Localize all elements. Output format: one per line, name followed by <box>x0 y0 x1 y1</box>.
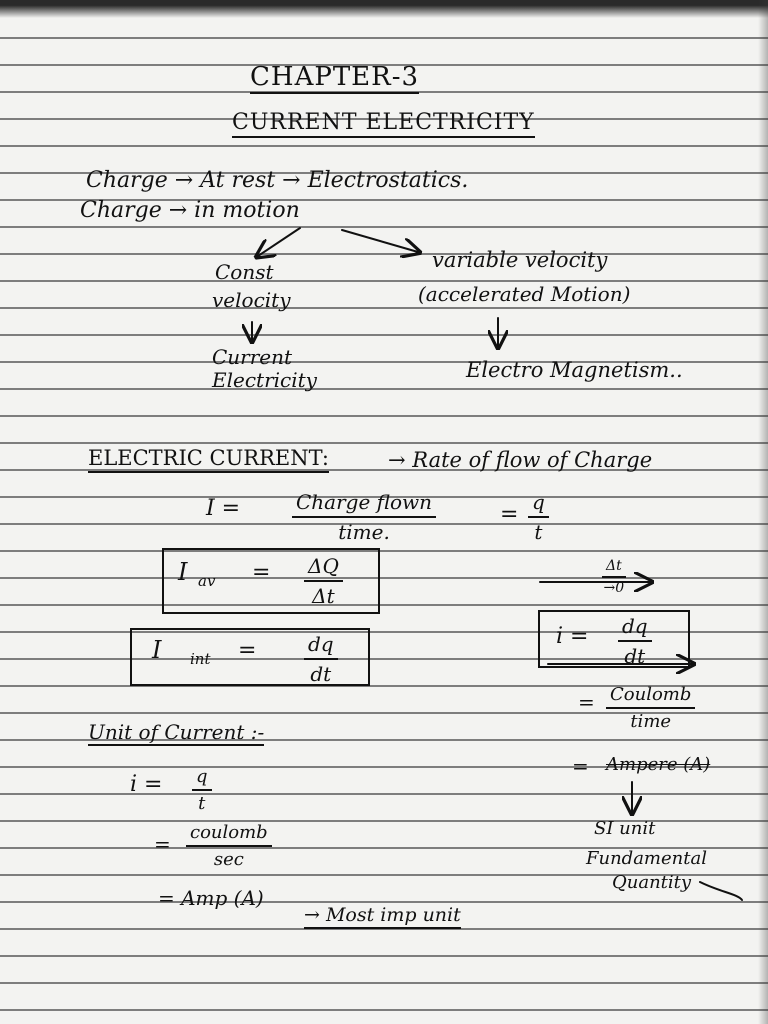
arrow-to-variable-velocity <box>342 230 418 252</box>
coulomb-numerator: Coulomb <box>606 684 695 709</box>
average-current-numerator: ΔQ <box>304 554 343 582</box>
right-box-denominator: dt <box>624 644 646 668</box>
intro-line-2: Charge → in motion <box>80 198 300 223</box>
result-left-line-2: Electricity <box>212 368 317 392</box>
si-unit-label: SI unit <box>594 818 656 839</box>
topic-title: CURRENT ELECTRICITY <box>232 112 535 138</box>
quantity-brace <box>700 882 742 900</box>
coulomb-denominator: time <box>630 711 672 732</box>
instantaneous-current-lhs: I <box>152 636 162 664</box>
chapter-title: CHAPTER-3 <box>250 62 420 92</box>
formula-denominator: time. <box>338 520 390 544</box>
branch-left-line-2: velocity <box>212 288 291 312</box>
ampere-unit: Ampere (A) <box>606 754 711 775</box>
formula-numerator: Charge flown <box>292 490 436 518</box>
quantity-label: Quantity <box>612 872 692 893</box>
formula-equals: = <box>500 502 519 527</box>
unit-eq1-numerator: q <box>192 766 212 791</box>
electric-current-heading: ELECTRIC CURRENT: <box>88 448 329 473</box>
instantaneous-current-denominator: dt <box>310 662 332 686</box>
instantaneous-current-equals: = <box>238 638 257 663</box>
instantaneous-current-numerator: dq <box>304 632 338 660</box>
unit-eq1-lhs: i = <box>130 772 163 797</box>
average-current-subscript: av <box>198 572 216 590</box>
average-current-lhs: I <box>178 558 188 586</box>
coulomb-equals: = <box>578 690 595 714</box>
right-box-numerator: dq <box>618 614 652 642</box>
formula-lhs: I = <box>206 496 241 521</box>
average-current-equals: = <box>252 560 271 585</box>
fundamental-label: Fundamental <box>586 848 707 869</box>
unit-eq3: = Amp (A) <box>158 886 264 910</box>
unit-eq2-lhs: = <box>154 832 171 856</box>
formula-t: t <box>534 520 543 544</box>
result-left-line-1: Current <box>212 345 293 369</box>
result-right: Electro Magnetism.. <box>466 358 683 382</box>
limit-numerator: Δt <box>602 558 626 578</box>
branch-right-line-1: variable velocity <box>432 248 608 272</box>
unit-eq1-denominator: t <box>198 793 206 814</box>
unit-of-current-heading: Unit of Current :- <box>88 720 265 744</box>
most-important-unit-note: → Most imp unit <box>304 906 461 929</box>
branch-right-line-2: (accelerated Motion) <box>418 282 631 306</box>
limit-denominator: →0 <box>603 580 625 596</box>
right-box-lhs: i = <box>556 624 589 649</box>
average-current-denominator: Δt <box>312 584 335 608</box>
unit-eq2-numerator: coulomb <box>186 822 272 847</box>
electric-current-definition: → Rate of flow of Charge <box>388 448 653 472</box>
intro-line-1: Charge → At rest → Electrostatics. <box>86 168 469 193</box>
ampere-equals: = <box>572 754 589 778</box>
unit-eq2-denominator: sec <box>213 849 244 870</box>
formula-q: q <box>528 490 549 518</box>
branch-left-line-1: Const <box>215 260 274 284</box>
instantaneous-current-subscript: int <box>190 650 211 668</box>
arrow-to-const-velocity <box>258 228 300 256</box>
